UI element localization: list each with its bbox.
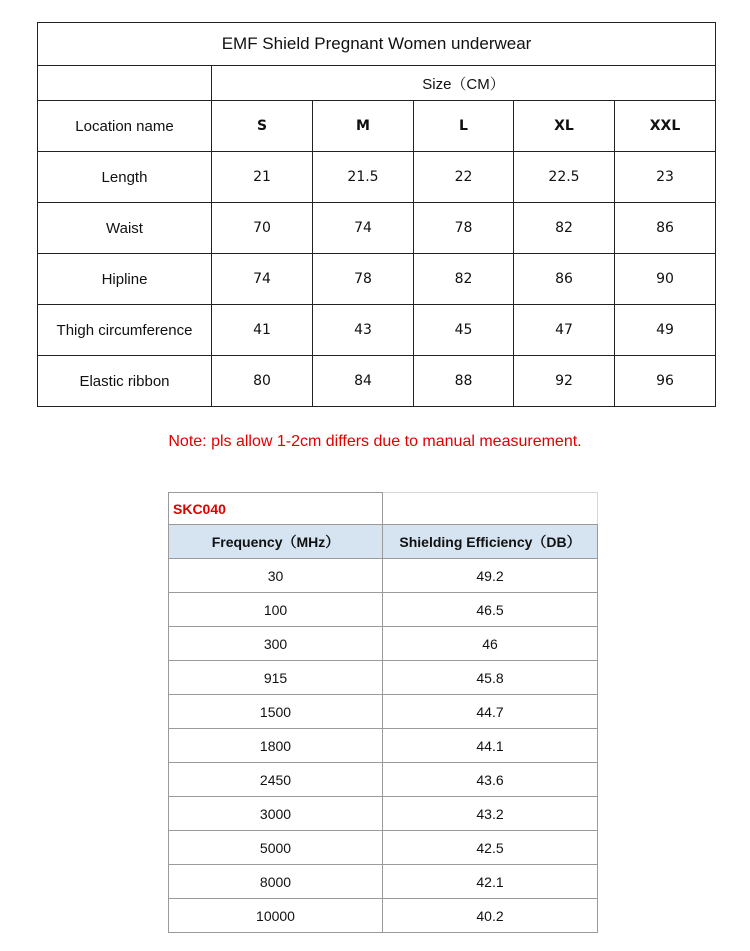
table-cell: 21: [212, 152, 313, 203]
table-row: [38, 254, 716, 305]
efficiency-cell: 49.2: [383, 559, 598, 593]
table-row: [38, 305, 716, 356]
table-cell: 47: [514, 305, 615, 356]
size-header-xxl: XXL: [615, 101, 716, 152]
size-header-l: L: [414, 101, 514, 152]
efficiency-cell: 44.1: [383, 729, 598, 763]
frequency-cell: 3000: [169, 797, 383, 831]
table-row: [38, 203, 716, 254]
table-row: [38, 152, 716, 203]
efficiency-cell: 43.6: [383, 763, 598, 797]
frequency-cell: 2450: [169, 763, 383, 797]
table-cell: 84: [313, 356, 414, 407]
efficiency-cell: 42.5: [383, 831, 598, 865]
frequency-cell: 1800: [169, 729, 383, 763]
measurement-note: Note: pls allow 1-2cm differs due to manual measurement.: [168, 433, 582, 450]
table-row: [169, 763, 598, 797]
table-row: [169, 627, 598, 661]
table-row: [38, 356, 716, 407]
table-cell: 80: [212, 356, 313, 407]
table-cell: 74: [313, 203, 414, 254]
size-header-m: M: [313, 101, 414, 152]
size-header-s: S: [212, 101, 313, 152]
size-unit-label: Size（CM）: [212, 66, 716, 101]
efficiency-cell: 43.2: [383, 797, 598, 831]
table-row: [169, 797, 598, 831]
table-cell: 96: [615, 356, 716, 407]
table-cell: 86: [615, 203, 716, 254]
efficiency-cell: 44.7: [383, 695, 598, 729]
frequency-cell: 30: [169, 559, 383, 593]
frequency-cell: 1500: [169, 695, 383, 729]
frequency-cell: 8000: [169, 865, 383, 899]
table-row: [169, 831, 598, 865]
table-cell: 78: [313, 254, 414, 305]
table-row: [169, 865, 598, 899]
table-cell: 22.5: [514, 152, 615, 203]
efficiency-cell: 45.8: [383, 661, 598, 695]
table-row: [169, 695, 598, 729]
empty-cell: [383, 493, 598, 525]
table-cell: 41: [212, 305, 313, 356]
shielding-efficiency-table: [168, 492, 598, 933]
empty-corner-cell: [38, 66, 212, 101]
product-code: SKC040: [169, 493, 383, 525]
table-cell: 86: [514, 254, 615, 305]
frequency-cell: 100: [169, 593, 383, 627]
table-cell: 43: [313, 305, 414, 356]
table-cell: 49: [615, 305, 716, 356]
table-row: [169, 559, 598, 593]
efficiency-cell: 46.5: [383, 593, 598, 627]
table-cell: 82: [514, 203, 615, 254]
shielding-efficiency-header: Shielding Efficiency（DB）: [383, 525, 598, 559]
row-label-waist: Waist: [38, 203, 212, 254]
frequency-cell: 10000: [169, 899, 383, 933]
size-chart-table: [37, 22, 716, 407]
table-cell: 23: [615, 152, 716, 203]
efficiency-cell: 42.1: [383, 865, 598, 899]
table-cell: 78: [414, 203, 514, 254]
table-row: [169, 899, 598, 933]
frequency-cell: 300: [169, 627, 383, 661]
size-chart-title: EMF Shield Pregnant Women underwear: [38, 23, 716, 66]
row-label-elastic-ribbon: Elastic ribbon: [38, 356, 212, 407]
table-row: [169, 729, 598, 763]
size-header-xl: XL: [514, 101, 615, 152]
frequency-header: Frequency（MHz）: [169, 525, 383, 559]
table-cell: 74: [212, 254, 313, 305]
frequency-cell: 915: [169, 661, 383, 695]
table-cell: 70: [212, 203, 313, 254]
efficiency-cell: 46: [383, 627, 598, 661]
efficiency-cell: 40.2: [383, 899, 598, 933]
table-cell: 90: [615, 254, 716, 305]
table-cell: 21.5: [313, 152, 414, 203]
table-row: [169, 593, 598, 627]
row-label-length: Length: [38, 152, 212, 203]
table-cell: 82: [414, 254, 514, 305]
row-label-thigh-circumference: Thigh circumference: [38, 305, 212, 356]
row-label-hipline: Hipline: [38, 254, 212, 305]
table-cell: 88: [414, 356, 514, 407]
frequency-cell: 5000: [169, 831, 383, 865]
table-cell: 22: [414, 152, 514, 203]
table-cell: 92: [514, 356, 615, 407]
location-name-header: Location name: [38, 101, 212, 152]
table-row: [169, 661, 598, 695]
table-cell: 45: [414, 305, 514, 356]
